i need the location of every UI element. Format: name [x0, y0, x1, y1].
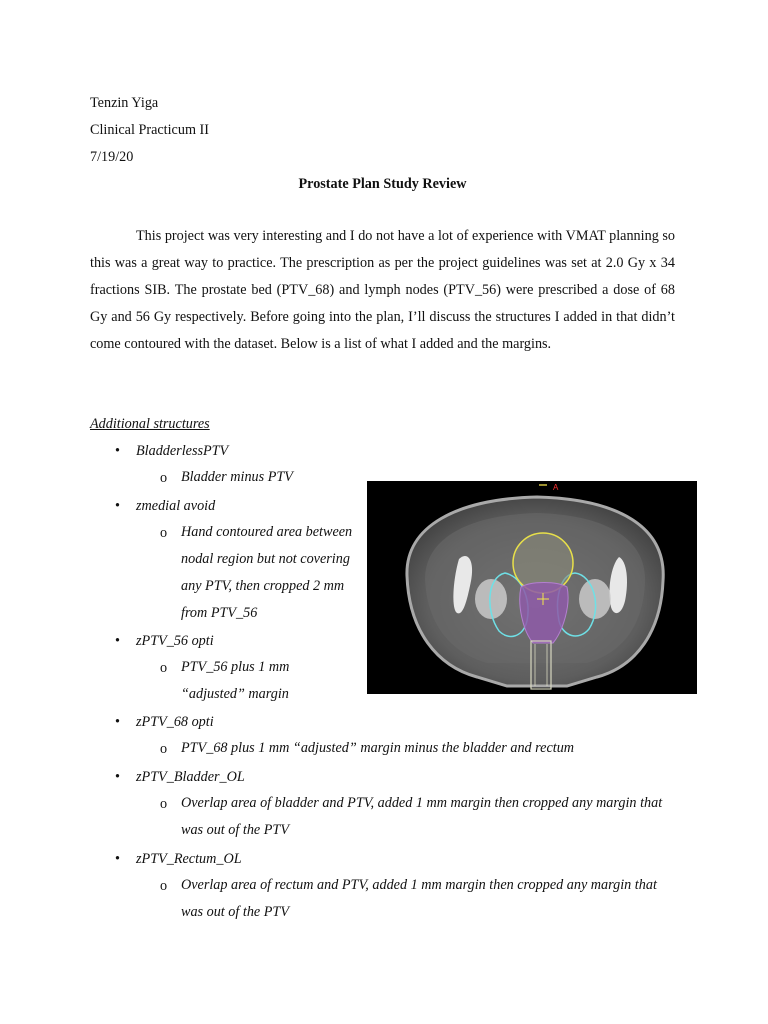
structure-name: zPTV_Bladder_OL — [136, 769, 245, 785]
structure-name: zPTV_56 opti — [136, 633, 214, 649]
bullet-marker: • — [115, 714, 120, 730]
sub-bullet-marker: o — [160, 660, 168, 676]
orientation-marker: A — [553, 483, 559, 492]
sub-bullet-marker: o — [160, 796, 168, 812]
bullet-marker: • — [115, 769, 120, 785]
structure-name: zPTV_Rectum_OL — [136, 851, 242, 867]
structure-name: zmedial avoid — [136, 498, 216, 514]
author-name: Tenzin Yiga — [90, 95, 159, 111]
intro-paragraph: This project was very interesting and I do not have a lot of experience with VMAT planning so this was a great way to practice. The prescription as per the project guidelines was set at 2.0 Gy x 34 fractions SIB. The prostate bed (PTV_68) and lymph nodes (PTV_56) were prescribed a dose of 68 Gy and 56 Gy respectively. Before going into the plan, I’ll discuss the structures I added in that didn’t come contoured with the dataset. Below is a list of what I added and the margins. — [90, 228, 675, 352]
structure-name: zPTV_68 opti — [136, 714, 214, 730]
document-date: 7/19/20 — [90, 149, 134, 165]
bullet-marker: • — [115, 498, 120, 514]
ct-image-svg — [367, 481, 697, 694]
structure-detail: PTV_56 plus 1 mm “adjusted” margin — [181, 659, 290, 702]
course-name: Clinical Practicum II — [90, 122, 209, 138]
document-title: Prostate Plan Study Review — [298, 176, 467, 192]
structure-detail: Hand contoured area between nodal region but not covering any PTV, then cropped 2 mm from PTV_56 — [181, 524, 353, 621]
structure-detail: Overlap area of rectum and PTV, added 1 mm margin then cropped any margin that was out of the PTV — [181, 877, 657, 920]
structure-detail: Overlap area of bladder and PTV, added 1 mm margin then cropped any margin that was out of the PTV — [181, 795, 663, 838]
bullet-marker: • — [115, 633, 120, 649]
bullet-marker: • — [115, 443, 120, 459]
bullet-marker: • — [115, 851, 120, 867]
section-heading: Additional structures — [90, 416, 210, 432]
ct-axial-image — [367, 481, 697, 694]
structure-detail: PTV_68 plus 1 mm “adjusted” margin minus the bladder and rectum — [181, 740, 575, 756]
sub-bullet-marker: o — [160, 878, 168, 894]
structure-name: BladderlessPTV — [136, 443, 229, 459]
sub-bullet-marker: o — [160, 741, 168, 757]
sub-bullet-marker: o — [160, 470, 168, 486]
sub-bullet-marker: o — [160, 525, 168, 541]
structure-detail: Bladder minus PTV — [181, 469, 293, 485]
